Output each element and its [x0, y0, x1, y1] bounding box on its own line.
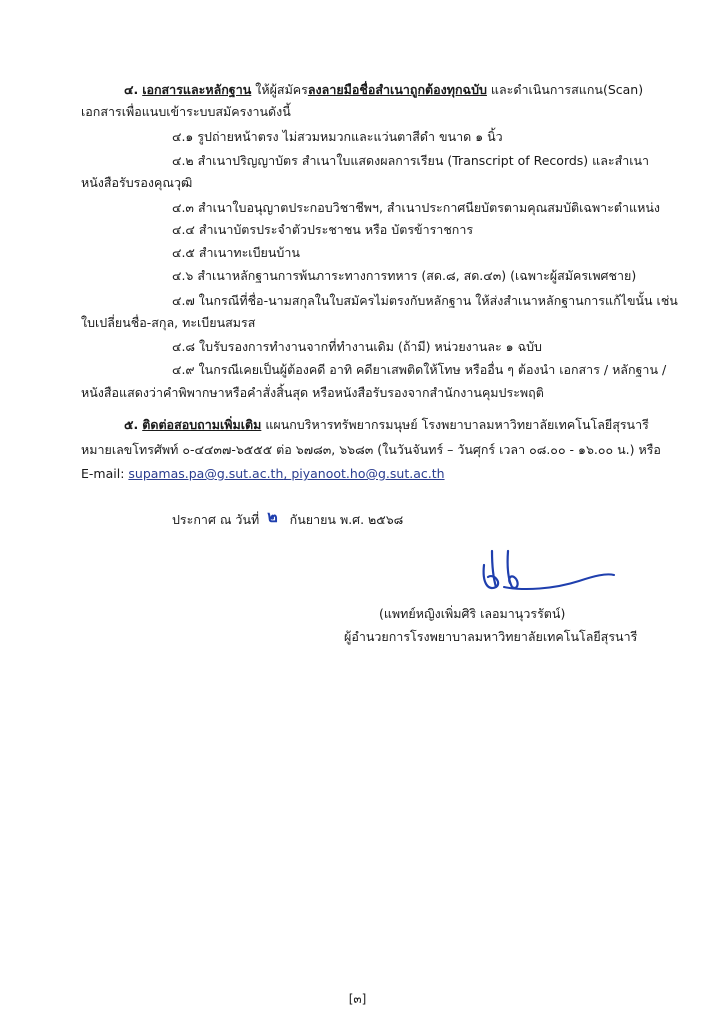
announcement-prefix: ประกาศ ณ วันที่ [172, 512, 260, 527]
section5-heading-line [124, 417, 649, 433]
announcement-suffix: กันยายน พ.ศ. ๒๕๖๘ [289, 512, 404, 527]
section4-intro-c: และดำเนินการสแกน(Scan) [486, 82, 644, 97]
section4-heading-line [124, 82, 643, 98]
section4-item-4: ๔.๔ สำเนาบัตรประจำตัวประชาชน หรือ บัตรข้าราชการ [172, 222, 474, 237]
section5-line1-rest: แผนกบริหารทรัพยากรมนุษย์ โรงพยาบาลมหาวิทยาลัยเทคโนโลยีสุรนารี [261, 417, 649, 432]
section4-item-9-cont: หนังสือแสดงว่าคำพิพากษาหรือคำสั่งสิ้นสุด หรือหนังสือรับรองจากสำนักงานคุมประพฤติ [81, 385, 544, 400]
section4-intro-a: ให้ผู้สมัคร [255, 82, 308, 97]
page-number: [๓] [348, 992, 367, 1006]
section4-item-7-cont: ใบเปลี่ยนชื่อ-สกุล, ทะเบียนสมรส [81, 315, 256, 330]
section4-intro-underlined: ลงลายมือชื่อสำเนาถูกต้องทุกฉบับ [307, 82, 487, 97]
announcement-date-line [172, 507, 404, 528]
section5-heading: ติดต่อสอบถามเพิ่มเติม [142, 417, 262, 432]
signatory-title: ผู้อำนวยการโรงพยาบาลมหาวิทยาลัยเทคโนโลยีสุรนารี [344, 629, 638, 644]
section4-item-2: ๔.๒ สำเนาปริญญาบัตร สำเนาใบแสดงผลการเรียน (Transcript of Records) และสำเนา [172, 153, 650, 168]
email-link-1[interactable]: supamas.pa@g.sut.ac.th [128, 466, 284, 481]
section4-item-3: ๔.๓ สำเนาใบอนุญาตประกอบวิชาชีพฯ, สำเนาประกาศนียบัตรตามคุณสมบัติเฉพาะตำแหน่ง [172, 200, 661, 215]
email-link-2[interactable]: piyanoot.ho@g.sut.ac.th [291, 466, 445, 481]
signatory-name: (แพทย์หญิงเพิ่มศิริ เลอมานุวรรัตน์) [379, 606, 566, 621]
section4-number: ๔. [124, 82, 139, 97]
section5-number: ๕. [124, 417, 139, 432]
email-separator: , [283, 466, 292, 481]
handwritten-signature [474, 543, 624, 605]
section4-item-9: ๔.๙ ในกรณีเคยเป็นผู้ต้องคดี อาทิ คดียาเสพติดให้โทษ หรืออื่น ๆ ต้องนำ เอกสาร / หลักฐาน / [172, 362, 667, 377]
section4-heading: เอกสารและหลักฐาน [142, 82, 252, 97]
section4-item-7: ๔.๗ ในกรณีที่ชื่อ-นามสกุลในใบสมัครไม่ตรงกับหลักฐาน ให้ส่งสำเนาหลักฐานการแก้ไขนั้น เช่น [172, 293, 678, 308]
section4-intro-line2: เอกสารเพื่อแนบเข้าระบบสมัครงานดังนี้ [81, 104, 291, 119]
announcement-day: ๒ [267, 507, 278, 526]
section5-phone-line: หมายเลขโทรศัพท์ ๐-๔๔๓๗-๖๕๕๕ ต่อ ๖๗๘๓, ๖๖๘๓ (ในวันจันทร์ – วันศุกร์ เวลา ๐๘.๐๐ - ๑๖.๐๐ น.) หรือ [81, 442, 661, 457]
section4-item-1: ๔.๑ รูปถ่ายหน้าตรง ไม่สวมหมวกและแว่นตาสีดำ ขนาด ๑ นิ้ว [172, 129, 503, 144]
section4-item-8: ๔.๘ ใบรับรองการทำงานจากที่ทำงานเดิม (ถ้ามี) หน่วยงานละ ๑ ฉบับ [172, 339, 542, 354]
section4-item-6: ๔.๖ สำเนาหลักฐานการพ้นภาระทางการทหาร (สด.๘, สด.๔๓) (เฉพาะผู้สมัครเพศชาย) [172, 268, 637, 283]
email-label: E-mail: [81, 466, 129, 481]
section4-item-2-cont: หนังสือรับรองคุณวุฒิ [81, 175, 193, 190]
section5-email-line [81, 466, 445, 482]
section4-item-5: ๔.๕ สำเนาทะเบียนบ้าน [172, 245, 300, 260]
